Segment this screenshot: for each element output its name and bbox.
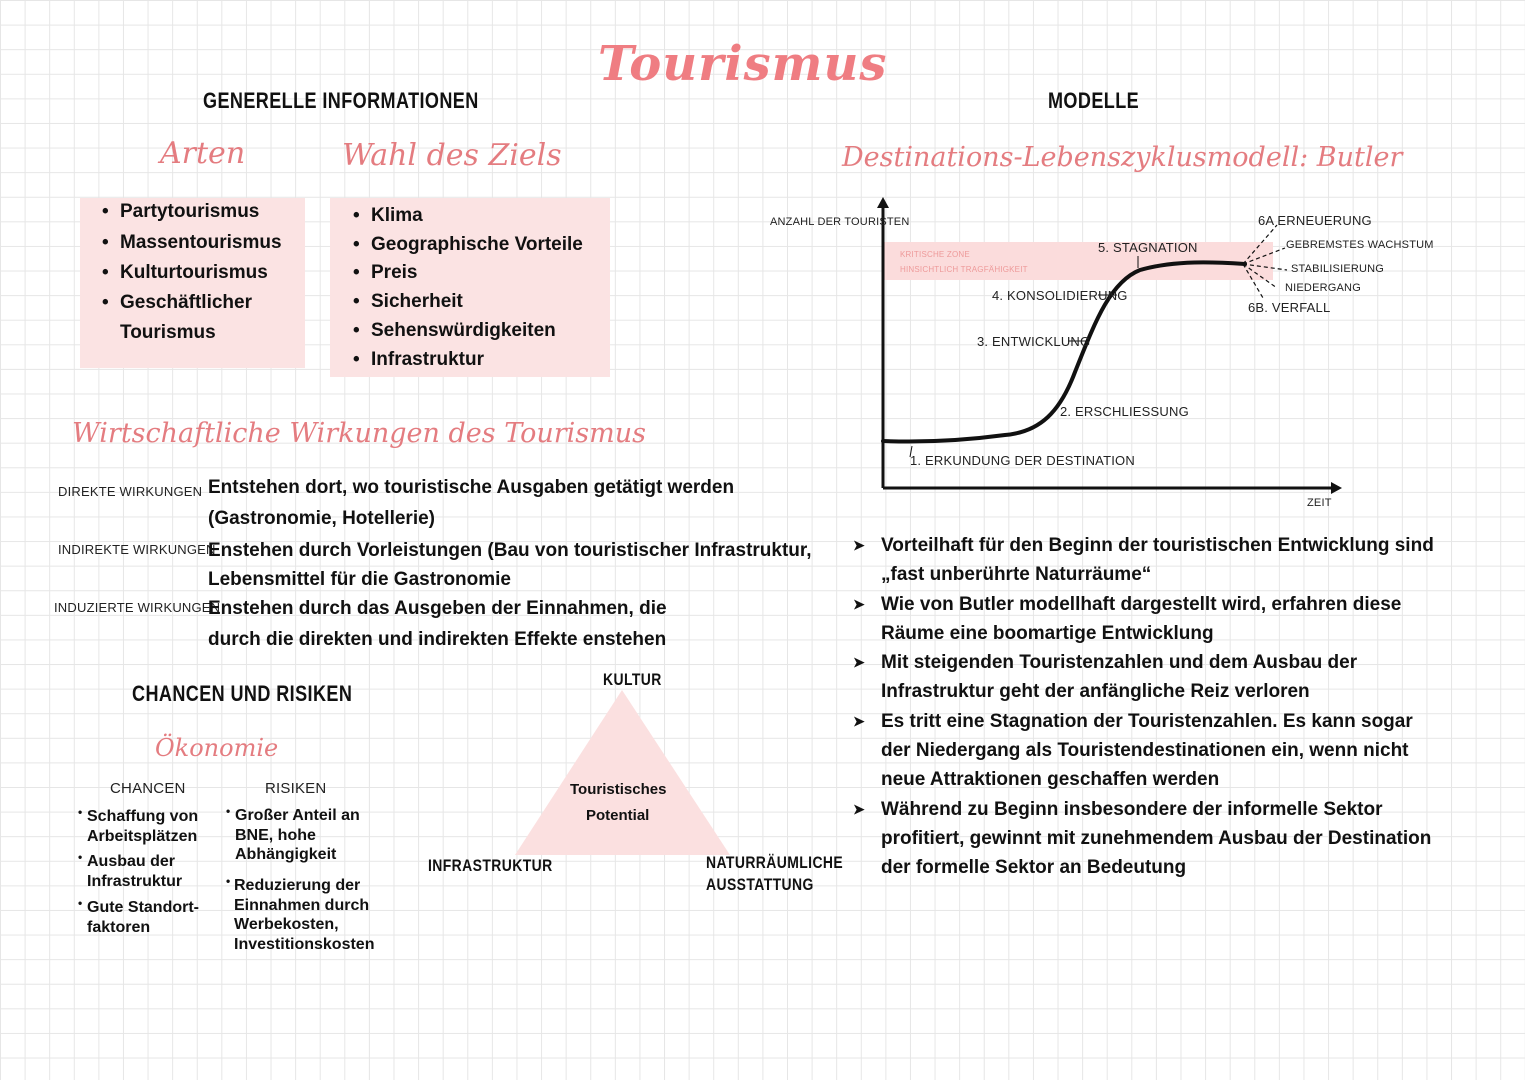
branch-label-stabil: STABILISIERUNG [1291,263,1385,275]
model-points [853,531,1434,883]
indirect-effects-line2: Lebensmittel für die Gastronomie [208,569,511,590]
y-axis-arrow [877,197,889,208]
list-item: Tourismus [120,322,216,343]
list-item [853,707,1434,795]
list-item: • Massentourismus [120,228,282,258]
triangle-center-line1: Touristisches [570,781,667,798]
point-line: neue Attraktionen geschaffen werden [881,769,1220,791]
risiken-item-text: Abhängigkeit [235,846,337,863]
risiken-item-2 [226,874,375,954]
point-line: der Niedergang als Touristendestinationen ein, wenn nicht [881,740,1409,762]
bullet-icon: • [226,874,231,888]
triangle-right-line1: NATURRÄUMLICHE [706,853,844,872]
phase-label-5: 5. STAGNATION [1098,240,1198,255]
indirect-effects-line1: Enstehen durch Vorleistungen (Bau von touristischer Infrastruktur, [208,540,812,561]
x-axis-arrow [1331,482,1342,494]
branch-label-verfall: 6B. VERFALL [1248,300,1331,315]
bullet-icon: • [78,805,83,819]
chart-ylabel: ANZAHL DER TOURISTEN [770,216,910,228]
oekonomie-heading: Ökonomie [155,734,279,762]
list-item: • Geschäftlicher [120,288,282,318]
chancen-item-3 [78,896,199,937]
model-title: Destinations-Lebenszyklusmodell: Butler [842,142,1403,173]
list-item: • Preis [371,259,583,288]
direct-effects-line2: (Gastronomie, Hotellerie) [208,508,435,529]
general-info-heading: GENERELLE INFORMATIONEN [203,88,479,113]
point-line: ➤ Vorteilhaft für den Beginn der touristischen Entwicklung sind [881,535,1434,556]
point-line: ➤ Während zu Beginn insbesondere der informelle Sektor [881,798,1383,820]
phase-label-2: 2. ERSCHLIESSUNG [1060,404,1189,419]
chancen-item-2 [78,850,183,891]
risiken-item-1 [226,804,360,865]
indirect-effects-label: INDIREKTE WIRKUNGEN [58,542,216,557]
list-item: • Sehenswürdigkeiten [371,317,583,346]
list-item: • Sicherheit [371,288,583,317]
phase-label-1: 1. ERKUNDUNG DER DESTINATION [910,453,1135,468]
risiken-item-text: BNE, hohe [235,826,316,844]
branch-label-niedergang: NIEDERGANG [1285,282,1361,294]
bullet-icon: • [226,804,231,818]
list-item: • Klima [371,202,583,231]
zone-label-2: HINSICHTLICH TRAGFÄHIGKEIT [900,265,1028,274]
risiken-item-text: Einnahmen durch [234,896,370,914]
risiken-item-text: Reduzierung der [234,877,361,894]
list-item [853,648,1434,707]
triangle-left-label: INFRASTRUKTUR [428,856,553,875]
induced-effects-line1: Enstehen durch das Ausgeben der Einnahmen, die [208,598,667,619]
point-line: Infrastruktur geht der anfängliche Reiz verloren [881,681,1310,703]
risiken-col-label: RISIKEN [265,780,327,797]
bullet-icon: • [78,896,83,910]
triangle-center-line2: Potential [586,807,650,824]
chancen-item-text: Gute Standort- [87,899,199,916]
modelle-heading: MODELLE [1048,88,1140,113]
bullet-icon: • [78,850,83,864]
phase-label-3: 3. ENTWICKLUNG [977,334,1091,349]
list-item [853,795,1434,883]
point-line: „fast unberührte Naturräume“ [881,564,1152,586]
point-line: ➤ Es tritt eine Stagnation der Touristenzahlen. Es kann sogar [881,710,1413,732]
chancen-item-text: faktoren [87,918,151,936]
branch-label-erneuerung: 6A ERNEUERUNG [1258,213,1372,228]
arten-heading: Arten [160,136,246,171]
zone-label-1: KRITISCHE ZONE [900,250,970,259]
risiken-item-text: Großer Anteil an [235,807,360,824]
point-line: profitiert, gewinnt mit zunehmendem Ausbau der Destination [881,827,1432,849]
list-item [853,590,1434,649]
list-item [853,531,1434,590]
list-item: • Kulturtourismus [120,258,282,288]
point-line: ➤ Mit steigenden Touristenzahlen und dem Ausbau der [881,652,1358,674]
arten-list [120,197,282,348]
wirtschaft-heading: Wirtschaftliche Wirkungen des Tourismus [72,418,647,449]
point-line: ➤ Wie von Butler modellhaft dargestellt wird, erfahren diese [881,593,1402,615]
risiken-item-text: Investitionskosten [234,935,375,953]
chancen-item-text: Schaffung von [87,808,199,825]
triangle-shape [515,690,730,855]
induced-effects-line2: durch die direkten und indirekten Effekte enstehen [208,629,667,650]
wahl-list [371,202,583,374]
wahl-heading: Wahl des Ziels [342,138,562,173]
potential-triangle [515,690,730,855]
chart-xlabel: ZEIT [1307,497,1332,509]
induced-effects-label: INDUZIERTE WIRKUNGEN [54,600,221,615]
chancen-risiken-heading: CHANCEN UND RISIKEN [132,681,353,706]
branch-label-gebremst: GEBREMSTES WACHSTUM [1286,239,1434,251]
direct-effects-label: DIREKTE WIRKUNGEN [58,484,203,499]
chancen-item-text: Ausbau der [87,853,176,870]
point-line: der formelle Sektor an Bedeutung [881,857,1187,879]
chancen-item-1 [78,805,199,846]
triangle-top-label: KULTUR [603,670,662,689]
page-title: Tourismus [598,36,888,92]
direct-effects-line1: Entstehen dort, wo touristische Ausgaben getätigt werden [208,477,735,498]
triangle-right-line2: AUSSTATTUNG [706,875,814,894]
phase-label-4: 4. KONSOLIDIERUNG [992,288,1128,303]
risiken-item-text: Werbekosten, [234,916,339,933]
list-item: • Partytourismus [120,197,282,227]
list-item: • Geographische Vorteile [371,231,583,260]
point-line: Räume eine boomartige Entwicklung [881,622,1214,644]
list-item: • Infrastruktur [371,346,583,375]
chancen-item-text: Infrastruktur [87,872,183,890]
chancen-item-text: Arbeitsplätzen [87,827,198,845]
chancen-col-label: CHANCEN [110,780,186,797]
